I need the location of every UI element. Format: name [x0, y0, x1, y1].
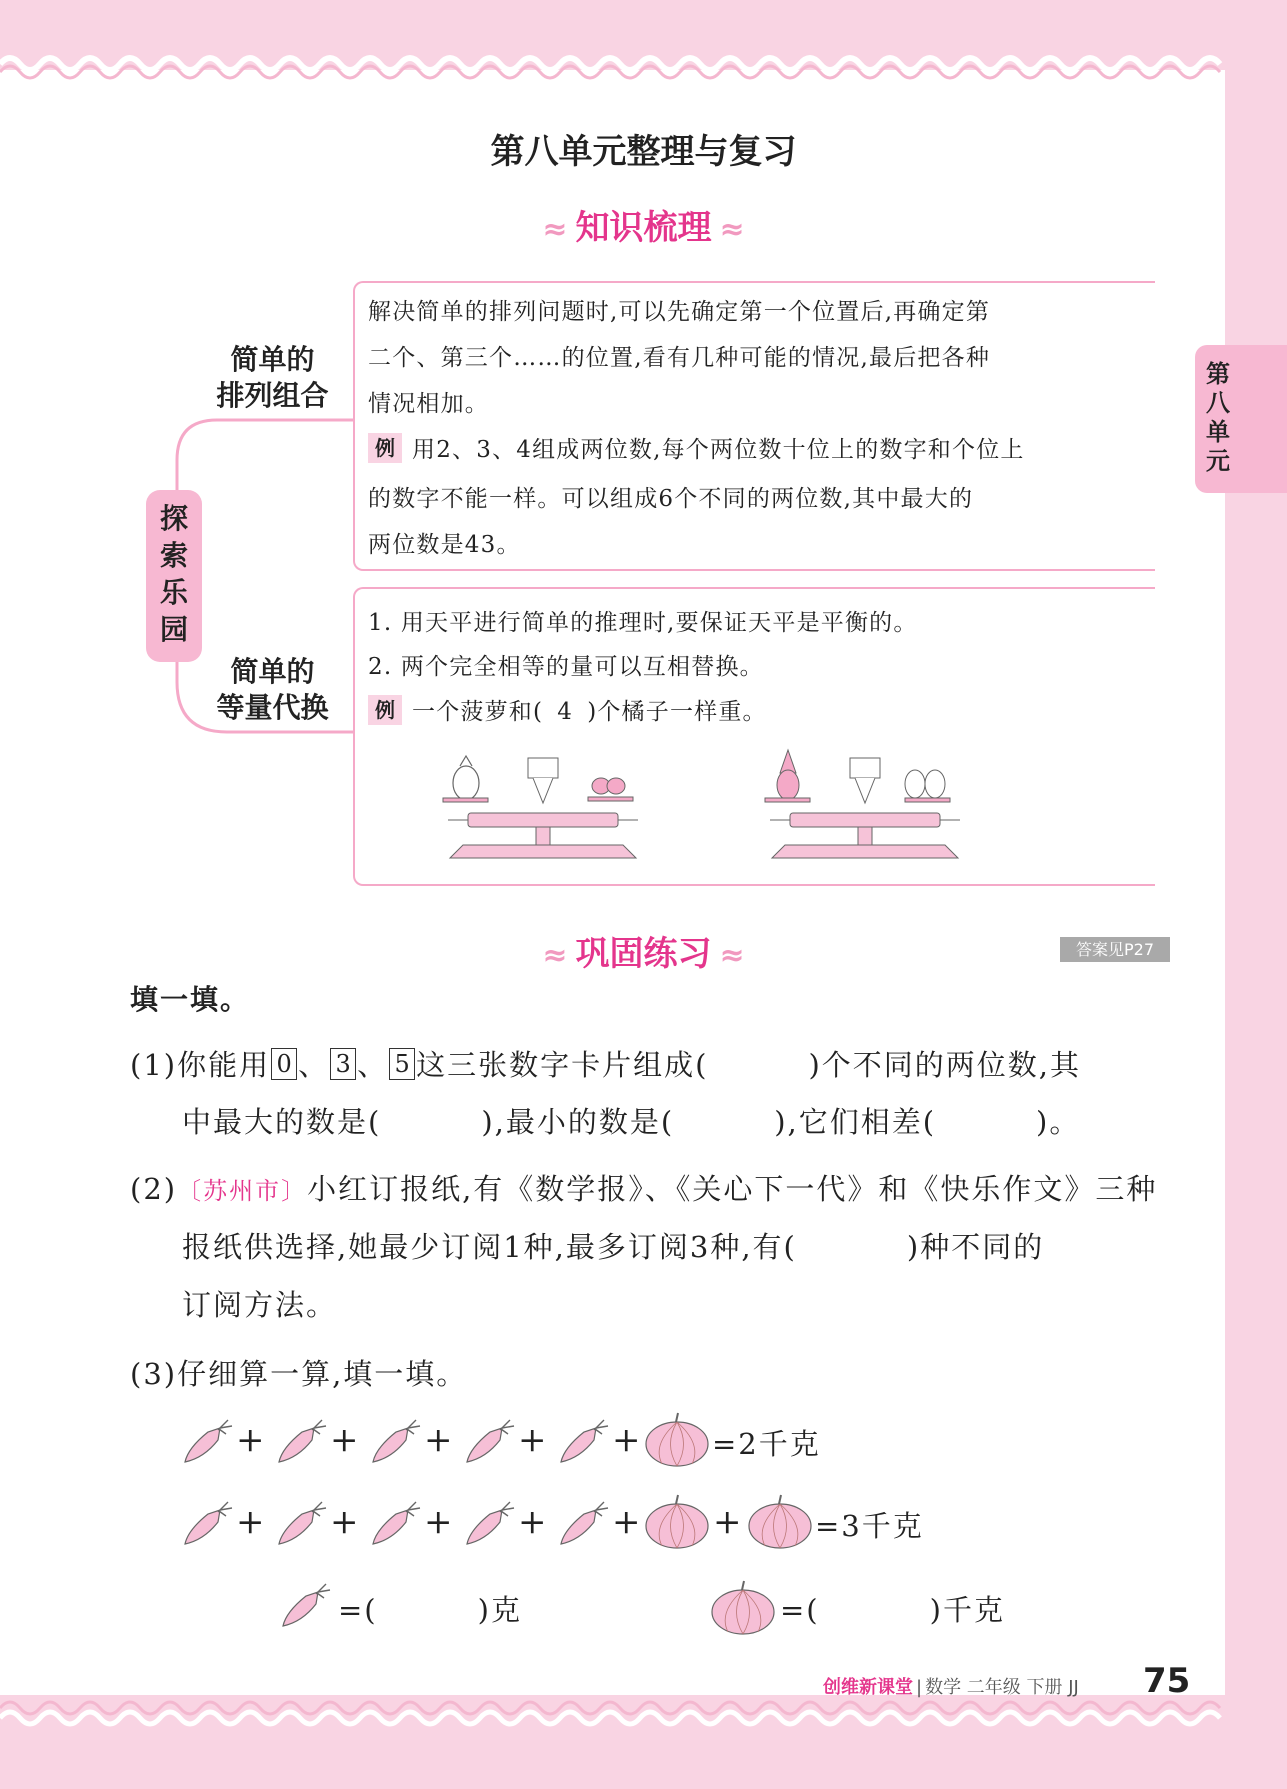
unit-side-tab-label: 第八单元: [1206, 360, 1230, 475]
carrot-icon: [368, 1418, 428, 1466]
plus-sign: +: [518, 1502, 549, 1542]
plus-sign: +: [236, 1502, 267, 1542]
plus-sign: +: [424, 1420, 455, 1460]
section-practice-label: 巩固练习: [575, 934, 712, 974]
carrot-icon: [278, 1582, 338, 1630]
question-2-line1: (2)〔苏州市〕小红订报纸,有《数学报》、《关心下一代》和《快乐作文》三种: [130, 1172, 1158, 1206]
box1-line: 解决简单的排列问题时,可以先确定第一个位置后,再确定第: [368, 299, 991, 325]
footer-book-info: 创维新课堂 | 数学 二年级 下册 JJ: [823, 1677, 1079, 1698]
pumpkin-icon: [745, 1492, 815, 1550]
carrot-icon: [556, 1500, 616, 1548]
box1-example-text: 用2、3、4组成两位数,每个两位数十位上的数字和个位上: [412, 437, 1025, 463]
answer-reference-badge: 答案见P27: [1060, 937, 1170, 962]
topic-substitution: [200, 654, 345, 726]
footer-brand: 创维新课堂: [823, 1677, 913, 1698]
example-badge: 例: [368, 433, 402, 463]
box2-example-line: 例 一个菠萝和( 4 )个橘子一样重。: [368, 693, 1158, 726]
top-wave-border: [0, 44, 1287, 84]
question-1-line1: (1)你能用 0 、 3 、 5 这三张数字卡片组成( )个不同的两位数,其: [130, 1048, 1082, 1082]
plus-sign: +: [330, 1420, 361, 1460]
digit-card: 0: [271, 1048, 297, 1080]
answer-1: =( )克: [338, 1593, 522, 1627]
question-2-line3: 订阅方法。: [182, 1288, 338, 1322]
box1-example-line: 两位数是43。: [368, 532, 521, 558]
balance-scale-icon: [438, 748, 648, 868]
carrot-icon: [462, 1500, 522, 1548]
carrot-icon: [180, 1418, 240, 1466]
section-knowledge-heading: [0, 200, 1287, 249]
carrot-icon: [368, 1500, 428, 1548]
page-title: 第八单元整理与复习: [490, 132, 797, 172]
wave-deco-icon: ≈: [542, 938, 568, 973]
mindmap-root-label: 探索乐园: [159, 502, 188, 646]
box2-line: 1. 用天平进行简单的推理时,要保证天平是平衡的。: [368, 610, 918, 636]
carrot-icon: [556, 1418, 616, 1466]
topic-permutation: [200, 342, 345, 414]
box2-line: 2. 两个完全相等的量可以互相替换。: [368, 654, 764, 680]
region-tag: 〔苏州市〕: [177, 1177, 308, 1205]
wave-deco-icon: ≈: [719, 938, 745, 973]
box1-line: 情况相加。: [368, 391, 489, 417]
footer-subject: 数学 二年级 下册 JJ: [925, 1677, 1079, 1698]
plus-sign: +: [424, 1502, 455, 1542]
plus-sign: +: [612, 1420, 643, 1460]
pumpkin-icon: [708, 1578, 778, 1636]
topic-substitution-line2: 等量代换: [216, 691, 329, 724]
box1-line: 二个、第三个……的位置,看有几种可能的情况,最后把各种: [368, 345, 991, 371]
answer-2: =( )千克: [780, 1593, 1005, 1627]
page-number: 75: [1143, 1661, 1191, 1701]
section-knowledge-label: 知识梳理: [575, 208, 712, 248]
question-2-line2: 报纸供选择,她最少订阅1种,最多订阅3种,有( )种不同的: [182, 1230, 1045, 1264]
plus-sign: +: [612, 1502, 643, 1542]
digit-card: 5: [389, 1048, 415, 1080]
topic-permutation-line2: 排列组合: [216, 379, 329, 412]
plus-sign: +: [713, 1502, 744, 1542]
box1-example-line: 的数字不能一样。可以组成6个不同的两位数,其中最大的: [368, 486, 974, 512]
example-badge: 例: [368, 695, 402, 725]
question-1-line2: 中最大的数是( ),最小的数是( ),它们相差( )。: [182, 1105, 1081, 1139]
topic-substitution-line1: 简单的: [230, 655, 315, 688]
carrot-icon: [274, 1500, 334, 1548]
wave-deco-icon: ≈: [719, 212, 745, 247]
balance-scale-icon: [760, 748, 970, 868]
equation-result: =3千克: [815, 1509, 924, 1543]
topic-permutation-line1: 简单的: [230, 343, 315, 376]
exercise-heading: 填一填。: [130, 983, 251, 1016]
plus-sign: +: [518, 1420, 549, 1460]
carrot-icon: [180, 1500, 240, 1548]
digit-card: 3: [330, 1048, 356, 1080]
equation-result: =2千克: [712, 1427, 821, 1461]
bottom-wave-border: [0, 1694, 1287, 1734]
wave-deco-icon: ≈: [542, 212, 568, 247]
box1-example-line: [368, 431, 1158, 464]
carrot-icon: [462, 1418, 522, 1466]
plus-sign: +: [236, 1420, 267, 1460]
box2-example-answer: 4: [557, 699, 574, 725]
pumpkin-icon: [642, 1410, 712, 1468]
pumpkin-icon: [642, 1492, 712, 1550]
carrot-icon: [274, 1418, 334, 1466]
plus-sign: +: [330, 1502, 361, 1542]
question-3-line1: (3)仔细算一算,填一填。: [130, 1357, 468, 1391]
